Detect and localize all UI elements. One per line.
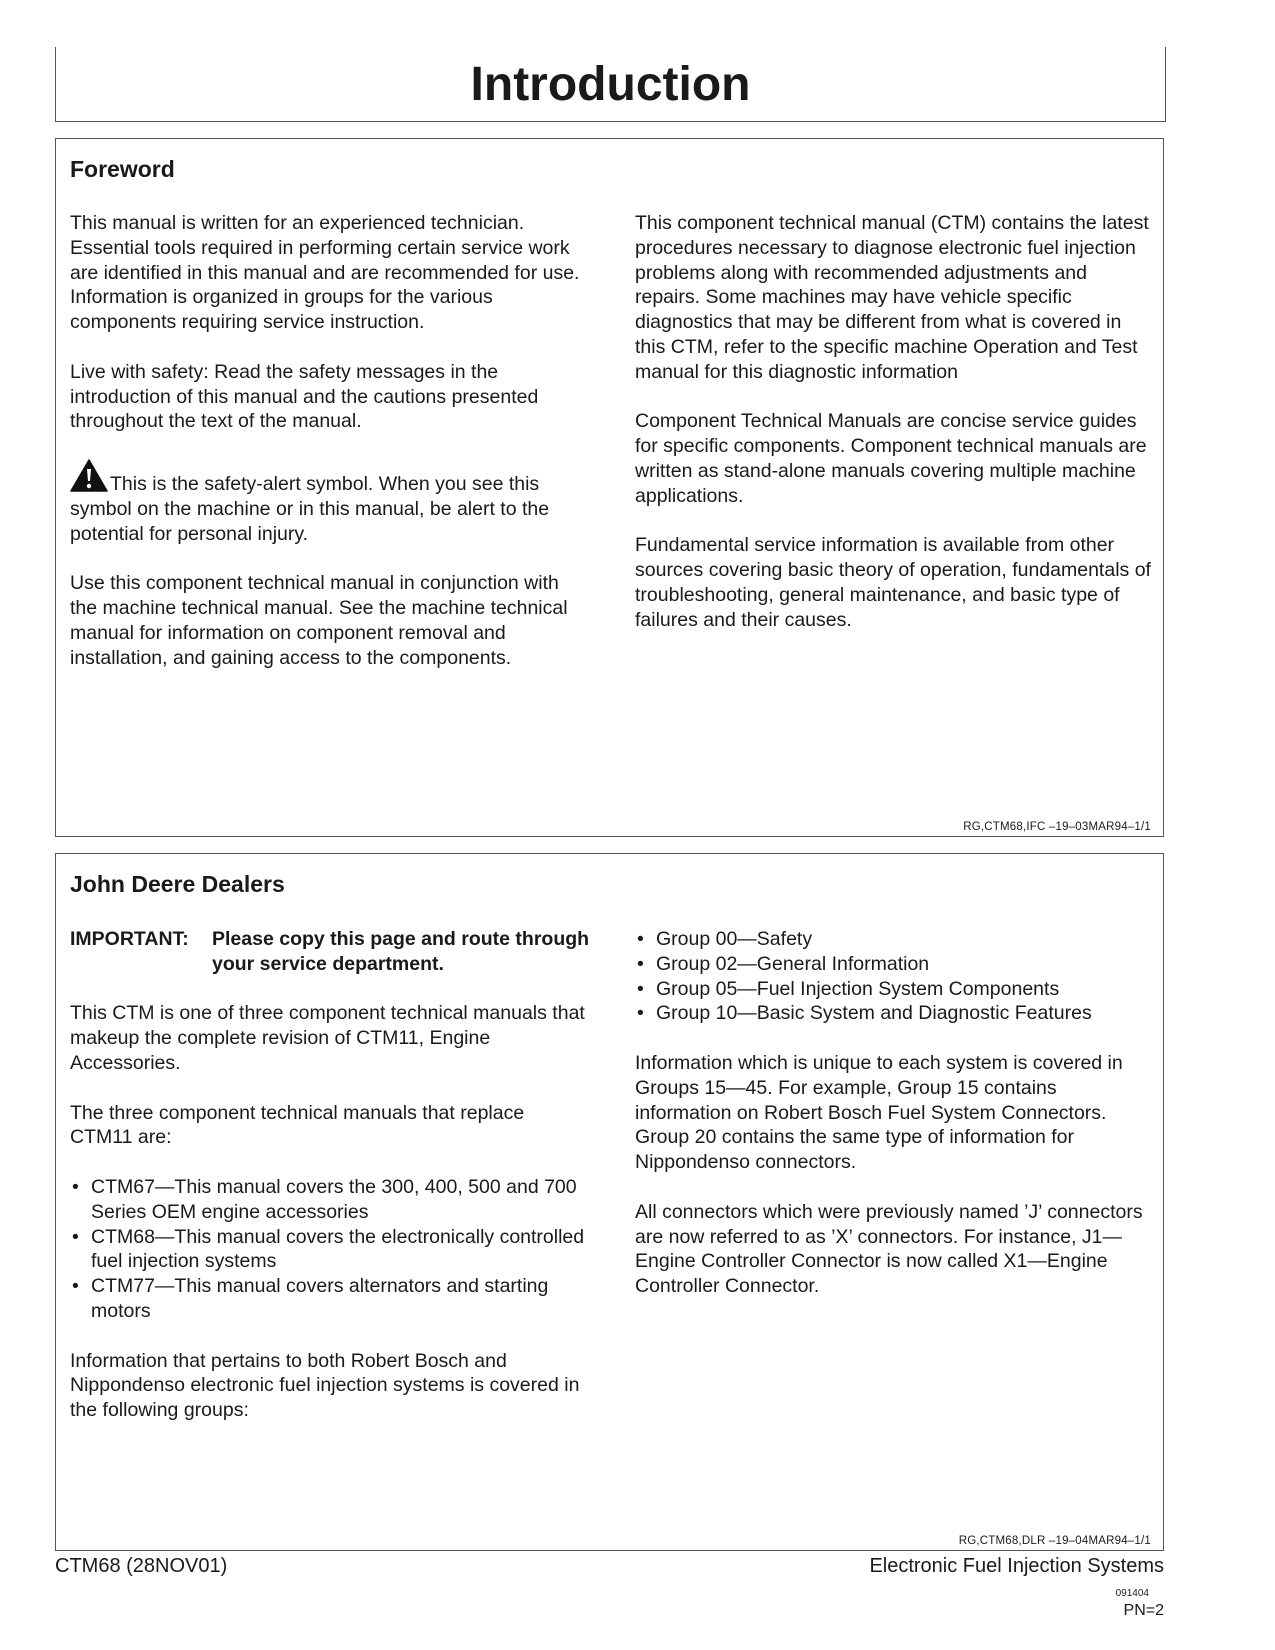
foreword-paragraph: Component Technical Manuals are concise service guides for specific components. Component technical manuals are written as stand-alone manuals covering multiple machine applications. — [635, 410, 1147, 507]
list-item: • Group 10—Basic System and Diagnostic Features — [635, 1001, 1155, 1026]
foreword-paragraph: This component technical manual (CTM) contains the latest procedures necessary to diagnose electronic fuel injection problems along with recommended adjustments and repairs. Some machines may have vehicle specific diagnostics that may be different from what is covered in this CTM, refer to the specific machine Operation and Test manual for this diagnostic information — [635, 212, 1149, 383]
foreword-left-column — [70, 211, 590, 695]
important-text: Please copy this page and route through your service department. — [212, 928, 590, 975]
title-frame — [55, 47, 1166, 122]
foreword-heading: Foreword — [70, 156, 175, 182]
ctm-list — [70, 1175, 590, 1324]
footer-manual-title: Electronic Fuel Injection Systems — [869, 1555, 1164, 1577]
foreword-section — [55, 138, 1164, 837]
dealers-paragraph: All connectors which were previously named ’J’ connectors are now referred to as ’X’ connectors. For instance, J1—Engine Controller Connector is now called X1—Engine Controller Connector. — [635, 1200, 1143, 1298]
dealers-paragraph: This CTM is one of three component technical manuals that makeup the complete revision of CTM11, Engine Accessories. — [70, 1002, 585, 1074]
dealers-heading: John Deere Dealers — [70, 871, 285, 897]
list-item: • Group 00—Safety — [635, 927, 1155, 952]
foreword-paragraph: Use this component technical manual in conjunction with the machine technical manual. See the machine technical manual for information on component removal and installation, and gaining access to the components. — [70, 572, 568, 669]
important-note — [70, 927, 590, 977]
dealers-paragraph: Information which is unique to each system is covered in Groups 15—45. For example, Group 15 contains information on Robert Bosch Fuel System Connectors. Group 20 contains the same type of information for Nippondenso connectors. — [635, 1051, 1123, 1174]
dealers-paragraph: Information that pertains to both Robert Bosch and Nippondenso electronic fuel injection systems is covered in the following groups: — [70, 1349, 580, 1422]
page-title: Introduction — [470, 58, 751, 111]
foreword-ref-code: RG,CTM68,IFC –19–03MAR94–1/1 — [963, 821, 1151, 833]
foreword-paragraph: Live with safety: Read the safety messages in the introduction of this manual and the cautions presented throughout the text of the manual. — [70, 360, 539, 433]
important-label: IMPORTANT: — [70, 928, 189, 950]
safety-alert-icon — [70, 459, 108, 492]
group-list — [635, 927, 1155, 1026]
list-item: • CTM67—This manual covers the 300, 400, 500 and 700 Series OEM engine accessories — [70, 1175, 590, 1225]
foreword-paragraph: This manual is written for an experienced technician. Essential tools required in performing certain service work are identified in this manual and are recommended for use. Information is organized in groups for the various components requiring service instruction. — [70, 212, 580, 334]
dealers-right-column — [635, 927, 1155, 1324]
footer-manual-id: CTM68 (28NOV01) — [55, 1555, 228, 1577]
footer-page-number: PN=2 — [1123, 1602, 1164, 1619]
foreword-paragraph: Fundamental service information is available from other sources covering basic theory of operation, fundamentals of troubleshooting, general maintenance, and basic type of failures and their causes. — [635, 534, 1151, 631]
dealers-ref-code: RG,CTM68,DLR –19–04MAR94–1/1 — [958, 1535, 1151, 1547]
footer-number: 091404 — [1115, 1588, 1149, 1599]
safety-alert-text: This is the safety-alert symbol. When you see this symbol on the machine or in this manual, be alert to the potential for personal injury. — [70, 472, 550, 545]
safety-alert-paragraph — [70, 459, 590, 546]
dealers-left-column — [70, 927, 590, 1448]
foreword-right-column — [635, 211, 1155, 657]
list-item: • Group 02—General Information — [635, 952, 1155, 977]
list-item: • CTM77—This manual covers alternators and starting motors — [70, 1274, 590, 1324]
dealers-paragraph: The three component technical manuals that replace CTM11 are: — [70, 1101, 525, 1149]
list-item: • Group 05—Fuel Injection System Components — [635, 977, 1155, 1002]
dealers-section — [55, 853, 1164, 1551]
list-item: • CTM68—This manual covers the electronically controlled fuel injection systems — [70, 1225, 590, 1275]
